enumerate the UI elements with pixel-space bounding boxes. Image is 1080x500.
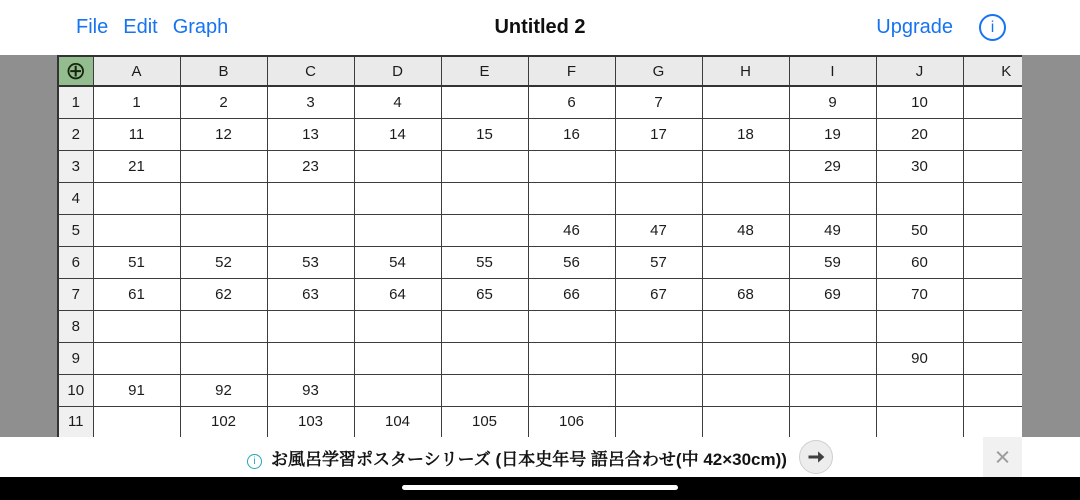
- row-header-8[interactable]: 8: [58, 310, 93, 342]
- cell-A7[interactable]: 61: [93, 278, 180, 310]
- table-row: [58, 406, 1022, 437]
- table-row: [58, 246, 1022, 278]
- row-header-5[interactable]: 5: [58, 214, 93, 246]
- cell-D3[interactable]: [354, 150, 441, 182]
- cell-B7[interactable]: 62: [180, 278, 267, 310]
- cell-D5[interactable]: [354, 214, 441, 246]
- cell-C9[interactable]: [267, 342, 354, 374]
- cell-F5[interactable]: 46: [528, 214, 615, 246]
- table-row: [58, 342, 1022, 374]
- cell-K4[interactable]: [963, 182, 1022, 214]
- cell-A3[interactable]: 21: [93, 150, 180, 182]
- cell-A5[interactable]: [93, 214, 180, 246]
- cell-J7[interactable]: 70: [876, 278, 963, 310]
- cell-K5[interactable]: [963, 214, 1022, 246]
- cell-K6[interactable]: [963, 246, 1022, 278]
- table-row: [58, 150, 1022, 182]
- ad-banner: [0, 437, 1080, 477]
- cell-C4[interactable]: [267, 182, 354, 214]
- row-header-4[interactable]: 4: [58, 182, 93, 214]
- cell-E10[interactable]: [441, 374, 528, 406]
- menu-item-edit[interactable]: Edit: [123, 16, 158, 38]
- cell-C1[interactable]: 3: [267, 86, 354, 118]
- select-all-corner[interactable]: [58, 56, 93, 86]
- cell-F2[interactable]: 16: [528, 118, 615, 150]
- cell-F9[interactable]: [528, 342, 615, 374]
- cell-C11[interactable]: 103: [267, 406, 354, 437]
- row-header-1[interactable]: 1: [58, 86, 93, 118]
- cell-E11[interactable]: 105: [441, 406, 528, 437]
- cell-C7[interactable]: 63: [267, 278, 354, 310]
- cell-B9[interactable]: [180, 342, 267, 374]
- crosshair-plus-icon: ⊕: [65, 56, 87, 85]
- cell-J2[interactable]: 20: [876, 118, 963, 150]
- column-header-A[interactable]: A: [93, 56, 180, 86]
- cell-H1[interactable]: [702, 86, 789, 118]
- table-row: [58, 214, 1022, 246]
- cell-I4[interactable]: [789, 182, 876, 214]
- table-row: [58, 278, 1022, 310]
- cell-E1[interactable]: [441, 86, 528, 118]
- cell-J10[interactable]: [876, 374, 963, 406]
- cell-H5[interactable]: 48: [702, 214, 789, 246]
- cell-H4[interactable]: [702, 182, 789, 214]
- cell-D11[interactable]: 104: [354, 406, 441, 437]
- cell-K8[interactable]: [963, 310, 1022, 342]
- cell-K9[interactable]: [963, 342, 1022, 374]
- cell-H10[interactable]: [702, 374, 789, 406]
- cell-J5[interactable]: 50: [876, 214, 963, 246]
- ad-close-button[interactable]: ×: [983, 437, 1022, 477]
- cell-I10[interactable]: [789, 374, 876, 406]
- column-header-C[interactable]: C: [267, 56, 354, 86]
- cell-I9[interactable]: [789, 342, 876, 374]
- cell-D4[interactable]: [354, 182, 441, 214]
- cell-J4[interactable]: [876, 182, 963, 214]
- cell-D9[interactable]: [354, 342, 441, 374]
- cell-J3[interactable]: 30: [876, 150, 963, 182]
- cell-G2[interactable]: 17: [615, 118, 702, 150]
- cell-D8[interactable]: [354, 310, 441, 342]
- cell-H6[interactable]: [702, 246, 789, 278]
- column-header-E[interactable]: E: [441, 56, 528, 86]
- cell-K1[interactable]: [963, 86, 1022, 118]
- column-header-F[interactable]: F: [528, 56, 615, 86]
- cell-G1[interactable]: 7: [615, 86, 702, 118]
- right-arrow-icon: [806, 447, 826, 467]
- grid-viewport: [57, 55, 1022, 437]
- column-header-J[interactable]: J: [876, 56, 963, 86]
- cell-E8[interactable]: [441, 310, 528, 342]
- cell-C5[interactable]: [267, 214, 354, 246]
- cell-G4[interactable]: [615, 182, 702, 214]
- home-bar: [0, 477, 1080, 500]
- row-header-9[interactable]: 9: [58, 342, 93, 374]
- cell-H11[interactable]: [702, 406, 789, 437]
- cell-F4[interactable]: [528, 182, 615, 214]
- cell-D7[interactable]: 64: [354, 278, 441, 310]
- cell-B8[interactable]: [180, 310, 267, 342]
- cell-B4[interactable]: [180, 182, 267, 214]
- cell-K7[interactable]: [963, 278, 1022, 310]
- cell-A2[interactable]: 11: [93, 118, 180, 150]
- cell-E6[interactable]: 55: [441, 246, 528, 278]
- cell-K2[interactable]: [963, 118, 1022, 150]
- column-header-D[interactable]: D: [354, 56, 441, 86]
- cell-H9[interactable]: [702, 342, 789, 374]
- cell-K10[interactable]: [963, 374, 1022, 406]
- cell-A10[interactable]: 91: [93, 374, 180, 406]
- cell-I7[interactable]: 69: [789, 278, 876, 310]
- cell-E2[interactable]: 15: [441, 118, 528, 150]
- info-icon[interactable]: i: [979, 14, 1006, 41]
- cell-F7[interactable]: 66: [528, 278, 615, 310]
- row-header-10[interactable]: 10: [58, 374, 93, 406]
- cell-J6[interactable]: 60: [876, 246, 963, 278]
- cell-C8[interactable]: [267, 310, 354, 342]
- cell-J8[interactable]: [876, 310, 963, 342]
- cell-E4[interactable]: [441, 182, 528, 214]
- top-bar-right: [876, 0, 1006, 55]
- cell-I6[interactable]: 59: [789, 246, 876, 278]
- column-header-B[interactable]: B: [180, 56, 267, 86]
- cell-F8[interactable]: [528, 310, 615, 342]
- cell-B10[interactable]: 92: [180, 374, 267, 406]
- cell-E5[interactable]: [441, 214, 528, 246]
- row-header-6[interactable]: 6: [58, 246, 93, 278]
- spreadsheet-table: [57, 55, 1022, 437]
- cell-G7[interactable]: 67: [615, 278, 702, 310]
- ad-info-icon: i: [247, 454, 262, 469]
- cell-G11[interactable]: [615, 406, 702, 437]
- cell-I1[interactable]: 9: [789, 86, 876, 118]
- column-header-K[interactable]: K: [963, 56, 1022, 86]
- cell-J9[interactable]: 90: [876, 342, 963, 374]
- cell-B1[interactable]: 2: [180, 86, 267, 118]
- cell-E9[interactable]: [441, 342, 528, 374]
- cell-J1[interactable]: 10: [876, 86, 963, 118]
- cell-G8[interactable]: [615, 310, 702, 342]
- cell-G5[interactable]: 47: [615, 214, 702, 246]
- upgrade-button[interactable]: Upgrade: [876, 16, 953, 38]
- cell-B2[interactable]: 12: [180, 118, 267, 150]
- cell-D6[interactable]: 54: [354, 246, 441, 278]
- cell-H2[interactable]: 18: [702, 118, 789, 150]
- document-title: Untitled 2: [494, 16, 586, 38]
- cell-I5[interactable]: 49: [789, 214, 876, 246]
- cell-A6[interactable]: 51: [93, 246, 180, 278]
- cell-E3[interactable]: [441, 150, 528, 182]
- ad-text: お風呂学習ポスターシリーズ (日本史年号 語呂合わせ(中 42×30cm)): [271, 449, 787, 469]
- cell-B5[interactable]: [180, 214, 267, 246]
- column-header-H[interactable]: H: [702, 56, 789, 86]
- cell-C6[interactable]: 53: [267, 246, 354, 278]
- cell-C2[interactable]: 13: [267, 118, 354, 150]
- cell-E7[interactable]: 65: [441, 278, 528, 310]
- row-header-7[interactable]: 7: [58, 278, 93, 310]
- cell-A1[interactable]: 1: [93, 86, 180, 118]
- cell-A9[interactable]: [93, 342, 180, 374]
- cell-D2[interactable]: 14: [354, 118, 441, 150]
- ad-arrow-button[interactable]: [799, 440, 833, 474]
- cell-A8[interactable]: [93, 310, 180, 342]
- row-header-11[interactable]: 11: [58, 406, 93, 437]
- cell-C3[interactable]: 23: [267, 150, 354, 182]
- cell-I8[interactable]: [789, 310, 876, 342]
- cell-D10[interactable]: [354, 374, 441, 406]
- table-row: [58, 374, 1022, 406]
- cell-F10[interactable]: [528, 374, 615, 406]
- table-row: [58, 310, 1022, 342]
- cell-A11[interactable]: [93, 406, 180, 437]
- cell-I11[interactable]: [789, 406, 876, 437]
- cell-F3[interactable]: [528, 150, 615, 182]
- cell-H7[interactable]: 68: [702, 278, 789, 310]
- table-row: [58, 86, 1022, 118]
- menu-item-graph[interactable]: Graph: [172, 16, 229, 38]
- column-header-G[interactable]: G: [615, 56, 702, 86]
- cell-F11[interactable]: 106: [528, 406, 615, 437]
- cell-D1[interactable]: 4: [354, 86, 441, 118]
- cell-I2[interactable]: 19: [789, 118, 876, 150]
- cell-G10[interactable]: [615, 374, 702, 406]
- cell-H8[interactable]: [702, 310, 789, 342]
- cell-K3[interactable]: [963, 150, 1022, 182]
- cell-H3[interactable]: [702, 150, 789, 182]
- cell-A4[interactable]: [93, 182, 180, 214]
- cell-B6[interactable]: 52: [180, 246, 267, 278]
- row-header-2[interactable]: 2: [58, 118, 93, 150]
- cell-G9[interactable]: [615, 342, 702, 374]
- cell-B11[interactable]: 102: [180, 406, 267, 437]
- cell-G3[interactable]: [615, 150, 702, 182]
- table-row: [58, 118, 1022, 150]
- cell-J11[interactable]: [876, 406, 963, 437]
- menu-item-file[interactable]: File: [76, 16, 109, 38]
- cell-G6[interactable]: 57: [615, 246, 702, 278]
- cell-C10[interactable]: 93: [267, 374, 354, 406]
- cell-F6[interactable]: 56: [528, 246, 615, 278]
- table-row: [58, 182, 1022, 214]
- cell-I3[interactable]: 29: [789, 150, 876, 182]
- spreadsheet-area: [0, 55, 1080, 437]
- ad-link[interactable]: [247, 440, 833, 474]
- menu-bar: [76, 0, 228, 55]
- cell-K11[interactable]: [963, 406, 1022, 437]
- row-header-3[interactable]: 3: [58, 150, 93, 182]
- home-indicator[interactable]: [402, 485, 678, 490]
- column-header-I[interactable]: I: [789, 56, 876, 86]
- cell-F1[interactable]: 6: [528, 86, 615, 118]
- top-bar: [0, 0, 1080, 55]
- cell-B3[interactable]: [180, 150, 267, 182]
